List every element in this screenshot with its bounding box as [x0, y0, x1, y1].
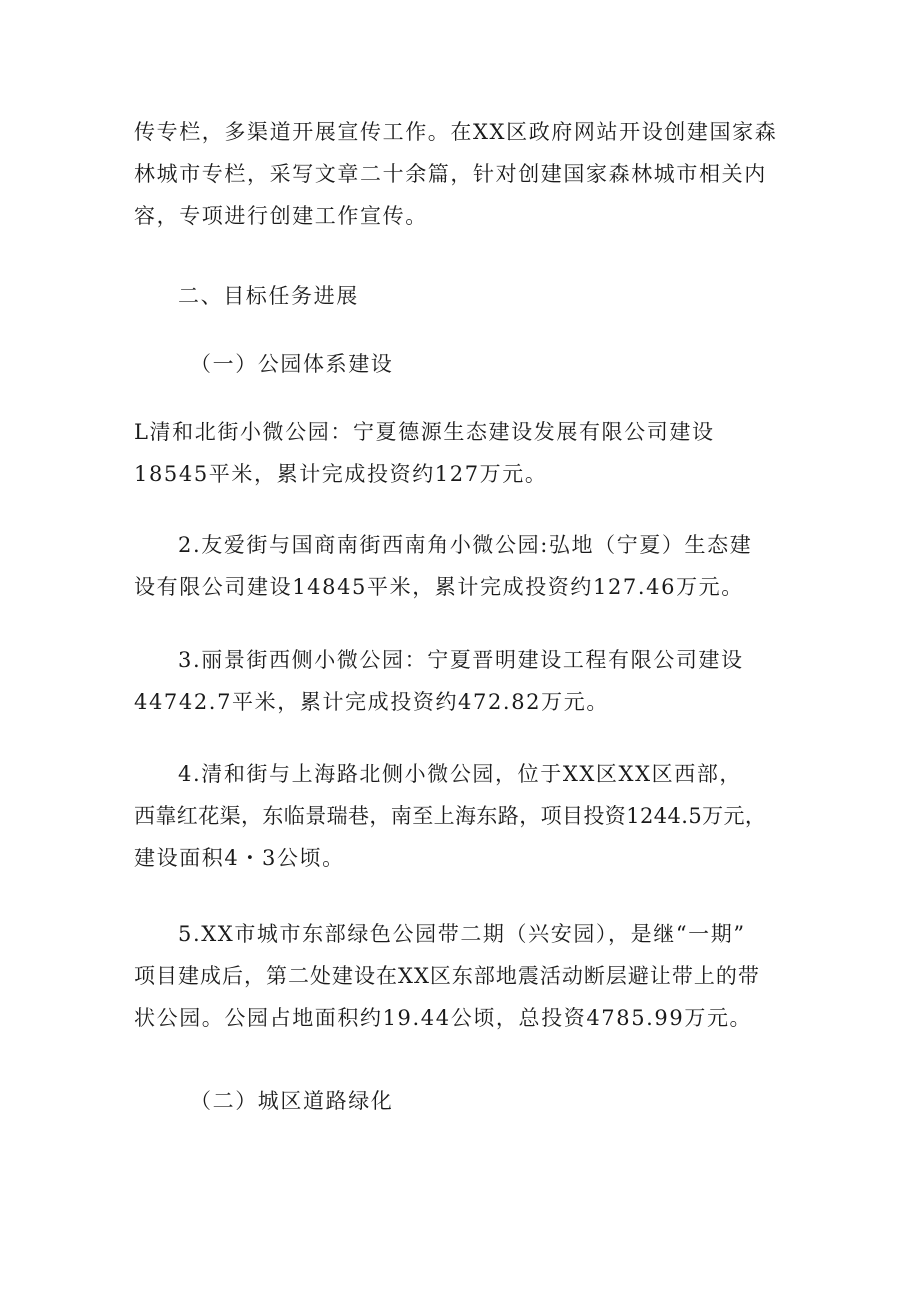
list-item-4-line-3: 建设面积4・3公顷。 [134, 846, 345, 870]
list-item-1-line-2: 18545平米，累计完成投资约127万元。 [134, 462, 548, 486]
list-item-5-line-3: 状公园。公园占地面积约19.44公顷，总投资4785.99万元。 [134, 1006, 753, 1030]
list-item-5 [134, 913, 794, 1039]
list-item-2-line-1: 2.友爱街与国商南街西南角小微公园:弘地（宁夏）生态建 [178, 533, 753, 557]
list-item-4-line-2: 西靠红花渠，东临景瑞巷，南至上海东路，项目投资1244.5万元， [134, 804, 767, 828]
list-item-5-line-2: 项目建成后，第二处建设在XX区东部地震活动断层避让带上的带 [134, 964, 760, 988]
intro-paragraph [134, 111, 794, 237]
intro-line-3: 容，专项进行创建工作宣传。 [134, 204, 428, 228]
list-item-5-line-1: 5.XX市城市东部绿色公园带二期（兴安园），是继“一期” [178, 922, 746, 946]
intro-line-2: 林城市专栏，采写文章二十余篇，针对创建国家森林城市相关内 [134, 162, 767, 186]
list-item-2-line-2: 设有限公司建设14845平米，累计完成投资约127.46万元。 [134, 575, 744, 599]
subsection-heading-parks: （一）公园体系建设 [190, 352, 394, 376]
section-heading: 二、目标任务进展 [178, 284, 359, 308]
list-item-2 [134, 524, 794, 608]
list-item-4 [134, 753, 794, 879]
list-item-1 [134, 411, 794, 495]
list-item-3 [134, 639, 794, 723]
list-item-1-line-1: L清和北街小微公园：宁夏德源生态建设发展有限公司建设 [134, 420, 715, 444]
list-item-4-line-1: 4.清和街与上海路北侧小微公园，位于XX区XX区西部， [178, 762, 743, 786]
list-item-3-line-2: 44742.7平米，累计完成投资约472.82万元。 [134, 690, 609, 714]
list-item-3-line-1: 3.丽景街西侧小微公园：宁夏晋明建设工程有限公司建设 [178, 648, 744, 672]
intro-line-1: 传专栏，多渠道开展宣传工作。在XX区政府网站开设创建国家森 [134, 120, 778, 144]
subsection-heading-road-greening: （二）城区道路绿化 [190, 1089, 394, 1113]
